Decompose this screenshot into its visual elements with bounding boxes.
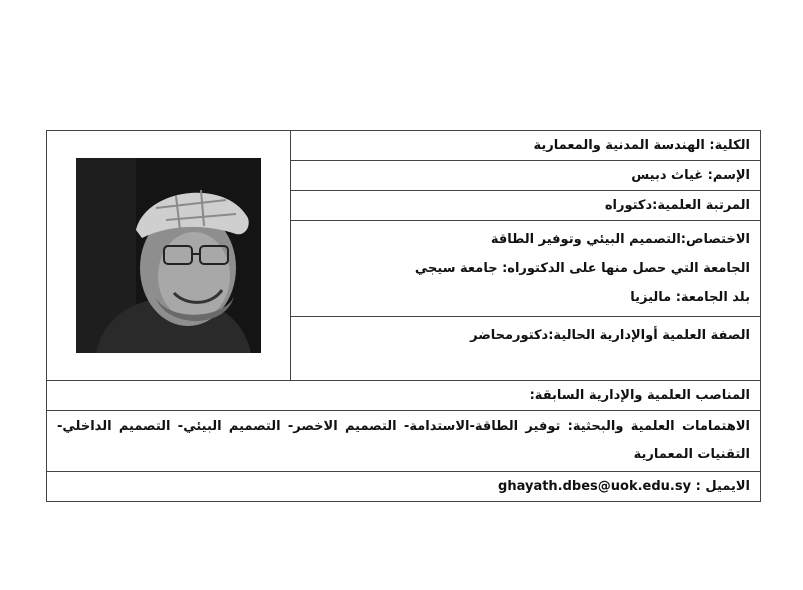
interests-row <box>47 411 761 472</box>
university-country-text: بلد الجامعة: ماليزيا <box>630 290 750 305</box>
faculty-row <box>47 131 761 161</box>
phd-university-text: الجامعة التي حصل منها على الدكتوراه: جامعة سيجي <box>414 261 750 276</box>
previous-positions-row <box>47 381 761 411</box>
name-cell: الإسم: غياث دبيس <box>291 161 761 191</box>
current-position-text: الصفة العلمية أوالإدارية الحالية:دكتورمحاضر <box>470 328 750 343</box>
study-cell <box>291 221 761 317</box>
specialization-text: الاختصاص:التصميم البيئي وتوفير الطاقة <box>490 232 750 247</box>
portrait-photo <box>76 158 261 353</box>
email-address[interactable]: ghayath.dbes@uok.edu.sy <box>498 479 692 494</box>
portrait-icon <box>76 158 261 353</box>
email-label: الايميل : <box>695 479 750 494</box>
profile-table <box>46 130 761 502</box>
previous-positions-cell: المناصب العلمية والإدارية السابقة: <box>47 381 761 411</box>
email-cell <box>47 472 761 502</box>
interests-cell: الاهتمامات العلمية والبحثية: توفير الطاقة-الاستدامة- التصميم الاخصر- التصميم البيئي- التصميم الداخلي- التقنيات المعمارية <box>47 411 761 472</box>
email-row <box>47 472 761 502</box>
current-position-cell <box>291 317 761 381</box>
photo-cell <box>47 131 291 381</box>
rank-cell: المرتبة العلمية:دكتوراه <box>291 191 761 221</box>
faculty-cell: الكلية: الهندسة المدنية والمعمارية <box>291 131 761 161</box>
